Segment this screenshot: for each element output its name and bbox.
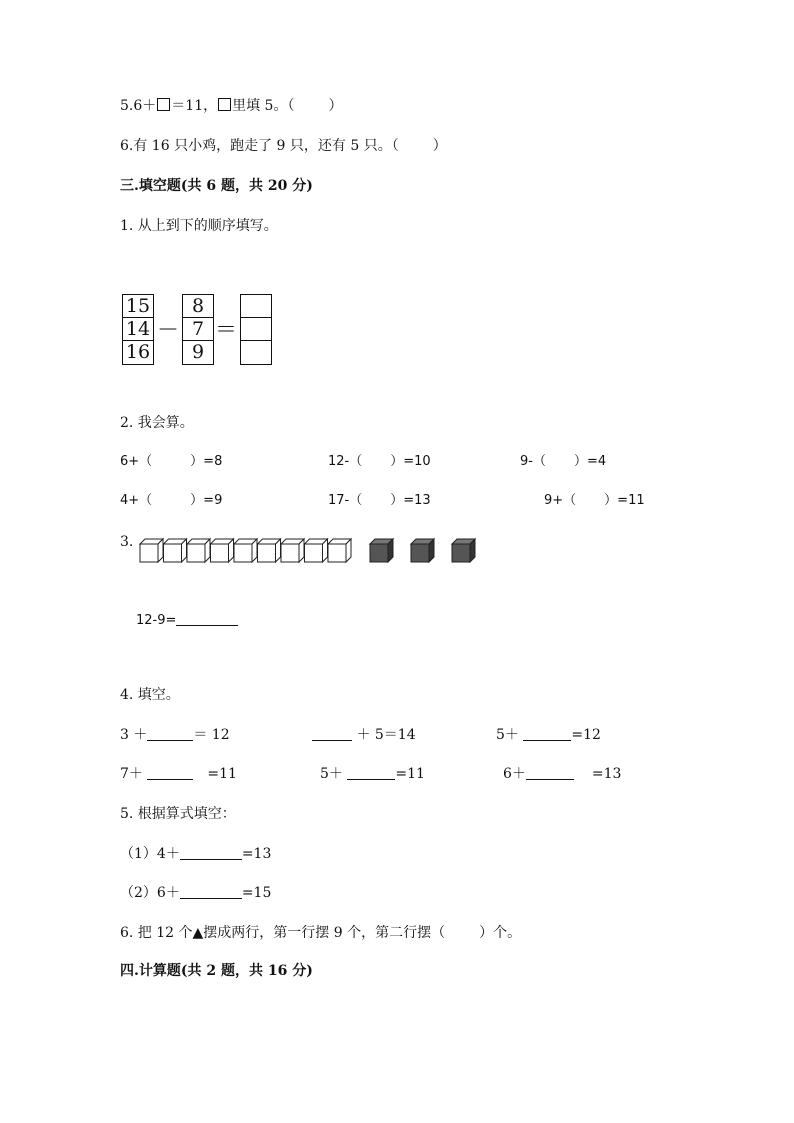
judgement-q6-close: ） <box>432 138 447 154</box>
q4-item: 5＋ =11 <box>320 766 425 782</box>
judgement-q5-after: ＝11， <box>171 98 218 114</box>
judgement-q5 <box>120 97 342 115</box>
judgement-q5-close: ） <box>328 98 343 114</box>
judgement-q5-num: 5. <box>120 98 134 114</box>
q4-item: 6＋ =13 <box>503 766 622 782</box>
cubes-figure <box>136 536 486 570</box>
number-cell: 8 <box>183 295 213 318</box>
answer-blank[interactable] <box>180 847 242 860</box>
q4-label: 4. 填空。 <box>120 687 180 703</box>
gray-cube-icon <box>452 539 475 562</box>
blank-square-icon <box>157 98 170 111</box>
q4-item: 3 ＋ ＝ 12 <box>120 727 230 743</box>
judgement-q5-after2: 里填 5。（ <box>232 98 295 114</box>
white-cube-icon <box>281 539 304 562</box>
number-cell: 14 <box>123 318 153 341</box>
number-cell: 7 <box>183 318 213 341</box>
q2-item: 9+（ ）=11 <box>544 493 645 508</box>
white-cube-icon <box>234 539 257 562</box>
number-column-2 <box>182 294 214 365</box>
answer-column <box>240 294 272 365</box>
q2-item: 6+（ ）=8 <box>120 454 223 469</box>
section-3-title: 三.填空题(共 6 题，共 20 分) <box>120 178 313 194</box>
answer-cell[interactable] <box>241 295 271 318</box>
answer-blank[interactable] <box>180 886 242 899</box>
judgement-q5-before: 6＋ <box>133 98 157 114</box>
number-cell: 16 <box>125 341 151 363</box>
minus-sign: － <box>157 318 180 343</box>
q5-item-1: （1）4＋ =13 <box>120 846 272 862</box>
number-cell: 9 <box>191 341 205 363</box>
number-column-1 <box>122 294 154 365</box>
white-cube-icon <box>187 539 210 562</box>
answer-blank[interactable] <box>526 767 574 780</box>
answer-blank[interactable] <box>523 728 571 741</box>
q6-item: 6. 把 12 个▲摆成两行，第一行摆 9 个，第二行摆（ ）个。 <box>120 925 522 941</box>
q2-item: 4+（ ）=9 <box>120 493 223 508</box>
q2-item: 12-（ ）=10 <box>328 454 431 469</box>
answer-cell[interactable] <box>241 341 271 364</box>
section-4-title: 四.计算题(共 2 题，共 16 分) <box>120 963 313 979</box>
judgement-q6 <box>120 137 447 155</box>
q2-item: 9-（ ）=4 <box>520 454 607 469</box>
answer-blank[interactable] <box>347 767 395 780</box>
q2-item: 17-（ ）=13 <box>328 493 431 508</box>
judgement-q6-text: 有 16 只小鸡，跑走了 9 只，还有 5 只。（ <box>133 138 399 154</box>
answer-blank[interactable] <box>147 728 193 741</box>
q4-item: ＋ 5＝14 <box>312 726 416 744</box>
white-cube-icon <box>164 539 187 562</box>
gray-cube-icon <box>370 539 393 562</box>
white-cube-icon <box>328 539 351 562</box>
answer-cell[interactable] <box>241 318 271 341</box>
q4-item: 7＋ =11 <box>120 766 237 782</box>
white-cube-icon <box>305 539 328 562</box>
q2-label: 2. 我会算。 <box>120 415 194 431</box>
number-cell: 15 <box>123 295 153 318</box>
white-cube-icon <box>211 539 234 562</box>
white-cube-icon <box>258 539 281 562</box>
q3-equation: 12-9= <box>136 612 238 630</box>
q5-label: 5. 根据算式填空： <box>120 806 236 822</box>
answer-blank[interactable] <box>176 613 238 626</box>
blank-square-icon <box>218 98 231 111</box>
white-cube-icon <box>140 539 163 562</box>
gray-cube-icon <box>411 539 434 562</box>
q4-item: 5＋ =12 <box>496 727 601 743</box>
answer-blank[interactable] <box>147 767 193 780</box>
q5-item-2: （2）6＋ =15 <box>120 885 272 901</box>
equals-sign: ＝ <box>215 318 238 343</box>
q1-label: 1. 从上到下的顺序填写。 <box>120 218 278 234</box>
answer-blank[interactable] <box>312 728 352 741</box>
judgement-q6-num: 6. <box>120 138 134 154</box>
q3-label: 3. <box>120 534 134 550</box>
